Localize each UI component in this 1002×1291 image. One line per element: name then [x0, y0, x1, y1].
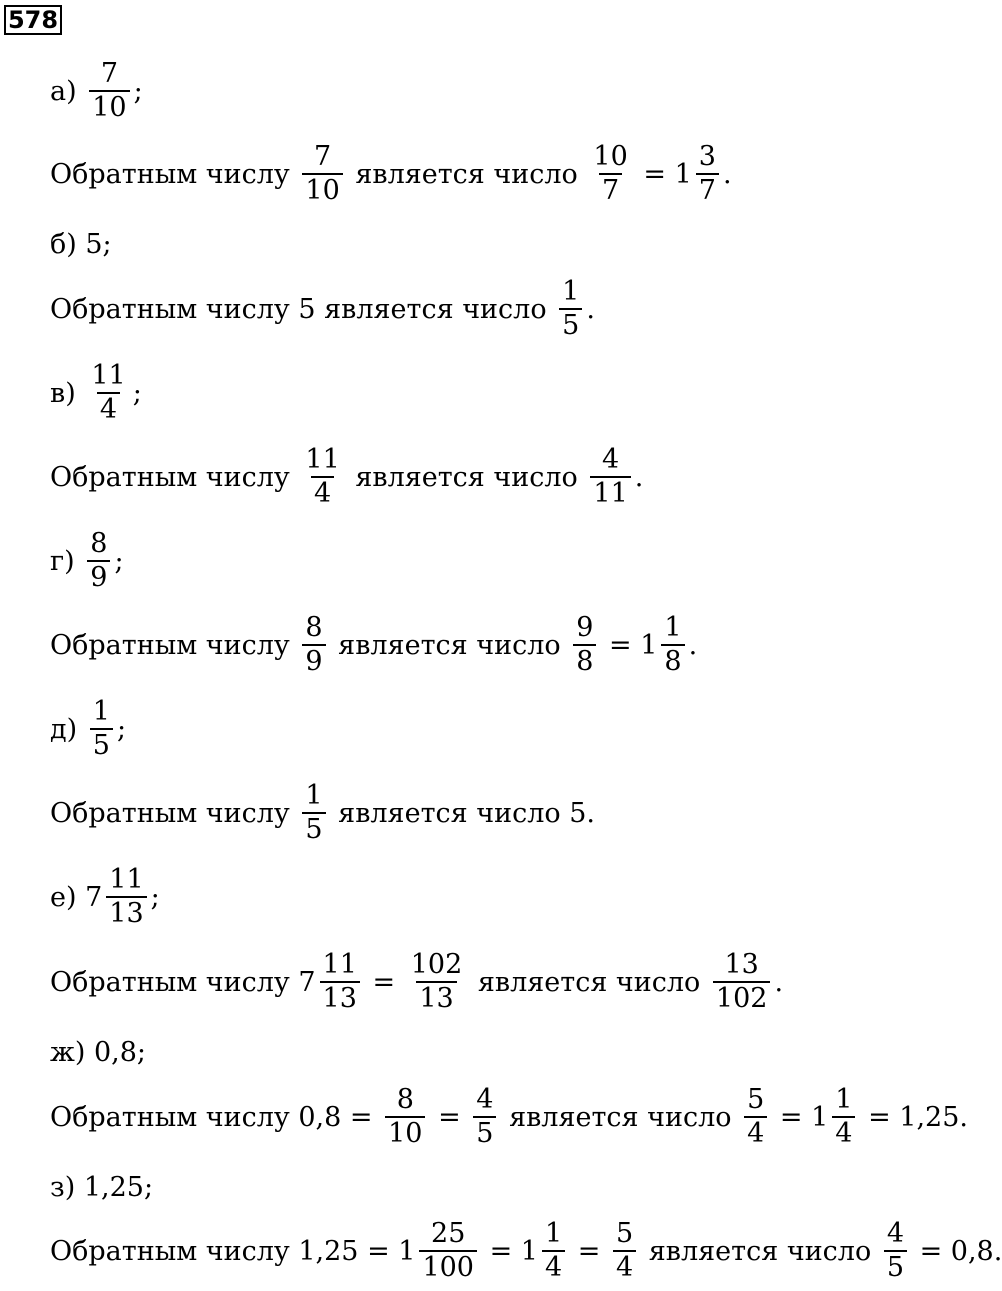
label: з) 1,25; — [50, 1172, 154, 1203]
whole: 1 — [674, 158, 692, 190]
item-a-statement — [50, 60, 143, 123]
answer-value: 5. — [569, 797, 595, 829]
item-d-statement — [50, 698, 126, 761]
fraction: $\frac{1}{4}$ — [542, 1220, 565, 1283]
fraction: $\frac{11}{13}$ — [106, 866, 146, 929]
fraction: $\frac{7}{10}$ — [89, 60, 129, 123]
fraction: $\frac{5}{4}$ — [613, 1220, 636, 1283]
answer-value: = 0,8. — [919, 1235, 1002, 1267]
fraction: $\frac{10}{7}$ — [593, 141, 628, 207]
answer-text: Обратным числу 1,25 = 1 — [50, 1235, 416, 1267]
punct: ; — [114, 545, 124, 577]
punct: . — [688, 629, 698, 661]
fraction: $\frac{1}{5}$ — [90, 698, 113, 761]
fraction: $\frac{25}{100}$ — [419, 1220, 477, 1283]
fraction: $\frac{7}{10}$ — [302, 143, 342, 206]
equals: = 1 — [489, 1235, 538, 1267]
item-z-answer — [50, 1220, 1002, 1283]
equals: = — [438, 1101, 461, 1133]
item-b-answer — [50, 278, 595, 341]
fraction: $\frac{1}{5}$ — [559, 278, 582, 341]
fraction: $\frac{11}{4}$ — [305, 444, 340, 510]
fraction: $\frac{1}{4}$ — [832, 1086, 855, 1149]
answer-text: является число — [338, 797, 561, 829]
punct: ; — [132, 377, 142, 409]
item-b-statement — [50, 230, 112, 258]
item-a-answer — [50, 143, 732, 206]
answer-text: Обратным числу 7 — [50, 966, 316, 998]
fraction: $\frac{4}{5}$ — [473, 1086, 496, 1149]
equals: = — [372, 966, 396, 998]
answer-text: Обратным числу — [50, 461, 290, 493]
equals: = — [609, 629, 632, 661]
fraction: $\frac{102}{13}$ — [410, 949, 463, 1015]
fraction: $\frac{3}{7}$ — [696, 143, 719, 206]
answer-text: Обратным числу — [50, 629, 290, 661]
answer-text: Обратным числу — [50, 158, 290, 190]
item-g-statement — [50, 530, 124, 593]
answer-text: является число — [355, 461, 578, 493]
item-z-statement — [50, 1173, 153, 1201]
fraction: $\frac{4}{5}$ — [884, 1220, 907, 1283]
answer-value: = 1,25. — [868, 1101, 968, 1133]
label: в) — [50, 377, 76, 409]
item-zh-answer — [50, 1086, 968, 1149]
answer-text: является число — [477, 966, 701, 998]
fraction: $\frac{5}{4}$ — [744, 1086, 767, 1149]
equals: = — [577, 1235, 601, 1267]
answer-text: Обратным числу — [50, 797, 290, 829]
item-v-answer — [50, 446, 643, 509]
item-v-statement — [50, 362, 142, 425]
fraction: $\frac{11}{4}$ — [91, 360, 126, 426]
label: е) 7 — [50, 881, 103, 913]
label: г) — [50, 545, 75, 577]
item-zh-statement — [50, 1038, 146, 1066]
problem-number: 578 — [4, 5, 62, 35]
punct: . — [774, 966, 784, 998]
item-e-answer — [50, 951, 783, 1014]
fraction: $\frac{9}{8}$ — [573, 614, 596, 677]
fraction: $\frac{8}{10}$ — [385, 1086, 425, 1149]
punct: ; — [150, 881, 160, 913]
item-d-answer — [50, 782, 595, 845]
label: а) — [50, 75, 77, 107]
fraction: $\frac{8}{9}$ — [87, 530, 110, 593]
label: б) 5; — [50, 229, 112, 260]
answer-text: является число — [648, 1235, 872, 1267]
punct: . — [634, 461, 644, 493]
item-e-statement — [50, 866, 160, 929]
equals: = — [643, 158, 666, 190]
equals: = 1 — [779, 1101, 829, 1133]
label: ж) 0,8; — [50, 1037, 146, 1068]
answer-text: Обратным числу 5 является число — [50, 293, 547, 325]
item-g-answer — [50, 614, 697, 677]
fraction: $\frac{13}{102}$ — [713, 951, 771, 1014]
fraction: $\frac{1}{5}$ — [302, 782, 325, 845]
punct: ; — [116, 713, 127, 745]
answer-text: является число — [509, 1101, 732, 1133]
label: д) — [50, 713, 78, 745]
punct: ; — [133, 75, 143, 107]
answer-text: является число — [338, 629, 561, 661]
fraction: $\frac{11}{13}$ — [320, 951, 360, 1014]
punct: . — [586, 293, 595, 325]
fraction: $\frac{1}{8}$ — [661, 614, 684, 677]
answer-text: является число — [355, 158, 578, 190]
punct: . — [722, 158, 732, 190]
fraction: $\frac{8}{9}$ — [302, 614, 325, 677]
answer-text: Обратным числу 0,8 = — [50, 1101, 373, 1133]
fraction: $\frac{4}{11}$ — [590, 446, 630, 509]
whole: 1 — [640, 629, 658, 661]
